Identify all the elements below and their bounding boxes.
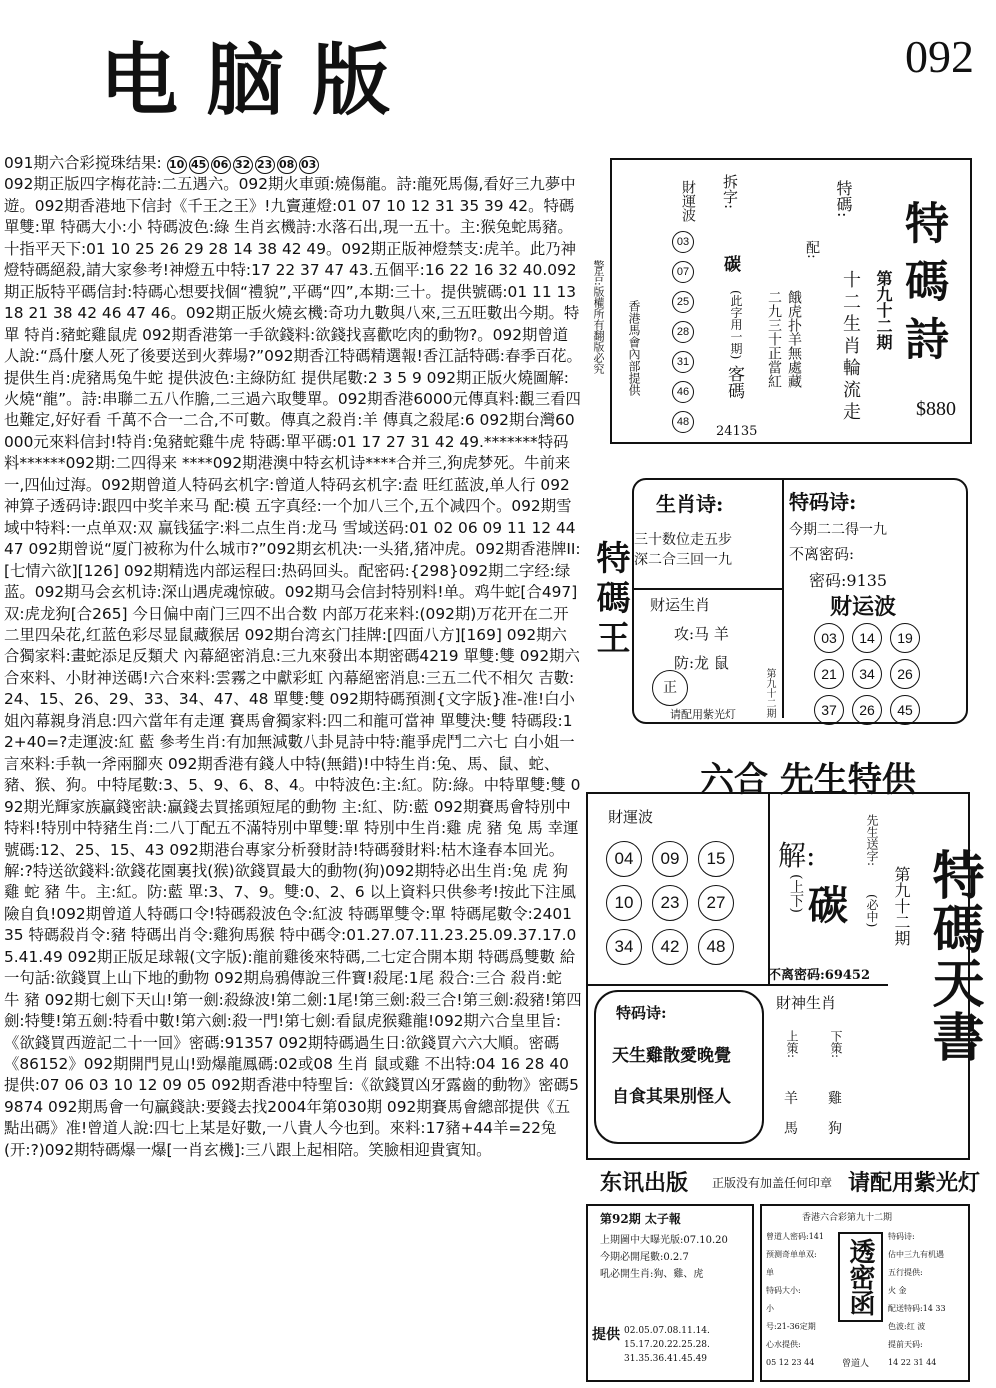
- draw-balls: [167, 154, 321, 172]
- toumi-row: 05 12 23 44: [766, 1358, 815, 1367]
- toumi-row: 佔中三九有机遇: [888, 1250, 944, 1259]
- caiyun-grid: [814, 620, 964, 728]
- toumi-row: 色波:红 波: [888, 1322, 926, 1331]
- toumi-row: 特码大小:: [766, 1286, 801, 1295]
- uv-note-footer: 请配用紫光灯: [848, 1170, 981, 1196]
- toumi-row: 提前天码:: [888, 1340, 923, 1349]
- caiyun-number: 03: [672, 231, 694, 253]
- caiyun-number: 28: [672, 321, 694, 343]
- caiyun-label: 財運波: [680, 180, 696, 222]
- zodiac-line: 十二生肖輪流走: [840, 270, 861, 424]
- caiyun-number: 34: [606, 929, 642, 965]
- pei-line-1: 餓虎扑羊無處藏: [786, 290, 802, 388]
- caiyun-number: 48: [672, 411, 694, 433]
- taizi-box: 第92期 太子報 上期圖中大曝光版:07.10.20 今期必開尾數:0.2.7 吼必開生肖:狗、雞、虎 提供 02.05.07.08.11.14. 15.17.20.22.25.28. 31.35.36.41.45.49: [586, 1204, 754, 1382]
- tema-label: 特碼:: [834, 180, 853, 218]
- caiyun-number: 23: [652, 885, 688, 921]
- chaizi-label: 拆字:: [721, 174, 739, 210]
- price: $880: [916, 398, 956, 420]
- caiyun-number: 45: [890, 695, 920, 725]
- caiyun-number: 04: [606, 841, 642, 877]
- toumi-row: 单: [766, 1268, 774, 1277]
- toumi-row: 配送特码:14 33: [888, 1304, 946, 1313]
- toumi-row: 号:21-36定期: [766, 1322, 816, 1331]
- caiyun-number: 15: [698, 841, 734, 877]
- issue-label-2: 第九十二期: [764, 668, 775, 718]
- draw-ball: 32: [233, 156, 253, 174]
- toumi-left: [766, 1228, 828, 1372]
- chaizi-char: 碳: [724, 255, 741, 275]
- caiyun-number: 34: [852, 659, 882, 689]
- toumi-row: 心水提供:: [766, 1340, 801, 1349]
- toumi-row: 小: [766, 1304, 774, 1313]
- caiyun-number: 10: [606, 885, 642, 921]
- xiansheng-poem: 特码诗: 天生雞散愛晚覺 自食其果別怪人: [594, 990, 764, 1144]
- caiyun-numbers: [672, 230, 702, 440]
- xiansheng-box: [586, 792, 984, 1160]
- caiyun-number: 31: [672, 351, 694, 373]
- article-text: 092期正版四字梅花詩:二五遇六。092期火車頭:燒傷龍。詩:龍死馬傷,看好三九夢中遊。092期香港地下信封《千王之王》!九竇蓮燈:01 07 10 12 31 35 39 42。特碼單雙:單 特碼大小:小 特碼波色:綠 生肖玄機詩:水落石出,現一五十。主:猴兔蛇馬豬。十指平天下:01 10 25 26 29 28 14 38 42 49。092期正版神燈禁支:虎羊。此乃神燈特碼絕殺,請大家參考!神燈五中特:17 22 37 47 43.五個平:16 22 16 32 40.092期正版特平碼信封:特碼心想要找個“禮貌”,平碼“四”,本期:三十。提供號碼:01 11 13 18 21 38 42 46 47 46。092期正版火燒玄機:奇功九數與八來,三五旺數出今期。特單 特肖:豬蛇雞鼠虎 092期香港第一手欲錢料:欲錢找喜歡吃肉的動物?。092期曾道人說:“爲什麼人死了後要送到火葬場?”092期香江特碼精選報!香江話特碼:春季百花。提供生肖:虎豬馬兔牛蛇 提供波色:主綠防紅 提供尾數:2 3 5 9 092期正版火燒圖解:火燒“龍”。詩:串聯二五八作膽,二三過六取雙單。092期香港6000元傳真料:觀三看四也難定,好好看 千萬不合一二合,不可數。傳真之殺肖:羊 傳真之殺尾:6 092期台灣60000元來料信封!特肖:兔豬蛇雞牛虎 特碼:單平碼:01 17 27 31 42 49.*******特码料******092期:二四得来 ****092期港澳中特玄机诗****合并三,狗虎梦死。牛前来一,四仙过海。092期曾道人特码玄机字:曾道人特码玄机字:盍 旺红蓝波,单人行 092神算子透码诗:跟四中奖羊来马 配:模 五字真经:一个加八三个,五个减四个。092期雪域中特料:一点单双:双 赢钱猛字:料二点生肖:龙马 雪域送码:01 02 06 09 11 12 44 47 092期曾说“厦门被称为什么城市?”092期玄机决:一头猪,猪冲虎。092期香港牌II:[七情六欲][126] 092期精选内部运程曰:热码回头。配密码:{298}092期二字经:绿蓝。092期马会玄机诗:深山遇虎魂惊破。092期马会信封特别料!单。鸡牛蛇[合497] 双:虎龙狗[合265] 今日偏中南门三四不出合数 内部万花来料:(092期)万花开在二开二里四朵花,红蓝色彩尽显鼠藏猴居 092期台湾玄门挂牌:[四面八方][169] 092期六合獨家料:畫蛇添足反類犬 內幕絕密消息:三九來發出本期密碼4219 單雙:雙 092期六合來料、小財神送碼!六合來料:雲霧之中獻彩虹 內幕絕密消息:三五二代不相欠 吉數:24、15、26、29、33、34、47、48 單雙:雙 092期特碼預測{文字版}准-准!白小姐內幕親身消息:四六當年有走運 賽馬會獨家料:四二和龍可當神 單雙決:雙 特碼段:12+40=?走運波:紅 藍 參考生肖:有加無減數八卦見詩中特:龍爭虎鬥二六七 白小姐一言來料:手執一斧兩腳夾 092期香港有錢人中特(無錯)!中特生肖:兔、馬、鼠、蛇、豬、猴、狗。中特尾數:3、5、9、6、8、4。中特波色:主:紅。防:綠。中特單雙:雙 092期光輝家族贏錢密訣:贏錢去買搖頭短尾的動物 主:紅、防:藍 092期賽馬會特別中特料!特別中特豬生肖:二八丁配五不滿特別中單雙:單 特別中生肖:雞 虎 豬 兔 馬 幸運號碼:12、25、15、43 092期港台專家分析發財詩!特碼發財料:枯木逢春本回光。解:?特送欲錢料:欲錢花園裏找(猴)欲錢買最大的動物(狗)092期特必出生肖:兔 虎 狗 雞 蛇 豬 牛。主:紅。防:藍 單:3、7、9。雙:0、2、6 以上資料只供參考!按此下注風險自負!092期曾道人特碼口令!特碼殺波色令:紅波 特碼單雙令:單 特碼尾數令:2401 35 特碼殺肖令:豬 特碼出肖令:雞狗馬猴 特中碼令:01.27.07.11.23.25.09.37.17.05.41.49 092期正版足球報(文字版):龍前雞後來特碼,二七定合開本期 特碼爲雙數 給一句話:欲錢買上山下地的動物 092期烏鴉傳說三件寶!殺尾:1尾 殺合:三合 殺肖:蛇 牛 豬 092期七劍下天山!第一劍:殺綠波!第二劍:1尾!第三劍:殺三合!第三劍:殺豬!第四劍:特雙!第五劍:特看中數!第六劍:殺一門!第七劍:看鼠虎猴雞龍!092期六合皇里旨:《欲錢買西遊記二十一回》密碼:91357 092期特碼過生日:欲錢買六六大順。密碼《86152》092期開門見山!勁爆龍鳳碼:02或08 生肖 鼠或雞 不出特:04 16 28 40 提供:07 06 03 10 12 09 05 092期香港中特聖旨:《欲錢買凶牙露齒的動物》密碼59874 092期馬會一句贏錢訣:要錢去找2004年第030期 092期賽馬會總部提供《五點出碼》准!曾道人說:四七上某是好數,一八貴人今也到。來料:17豬+44羊=22兔(开:?)092期特碼爆一爆[一肖玄機]:三八跟上起相陪。笑臉相迎貴賓知。: [4, 175, 583, 1159]
- draw-ball: 10: [167, 156, 187, 174]
- page-title: 电脑版: [100, 35, 419, 126]
- caiyun-number: 25: [672, 291, 694, 313]
- toumi-row: 曾道人密码:141: [766, 1232, 824, 1241]
- caiyun-number: 19: [890, 623, 920, 653]
- toumi-row: 火 金: [888, 1286, 907, 1295]
- article-column: [4, 153, 582, 1161]
- draw-ball: 23: [255, 156, 275, 174]
- caiyun-number: 42: [652, 929, 688, 965]
- toumi-row: 预测奇单单双:: [766, 1250, 817, 1259]
- caiyun-number: 07: [672, 261, 694, 283]
- draw-ball: 45: [189, 156, 209, 174]
- caiyun-number: 21: [814, 659, 844, 689]
- caiyun-number: 46: [672, 381, 694, 403]
- uv-note: 请配用紫光灯: [670, 708, 736, 721]
- shengxiao-poem: 生肖诗: 三十数位走五步 深二合三回一九: [634, 480, 784, 590]
- tema-poem-title: 特碼詩: [897, 200, 948, 374]
- toumi-row: 特码诗:: [888, 1232, 915, 1241]
- xiansheng-title: 六合 先生特供: [700, 760, 916, 800]
- caiyun-shengxiao: 财运生肖 攻:马 羊 防:龙 鼠: [634, 588, 784, 718]
- xiansheng-caiyun: 財運波 04 09 1510 23 2734 42 48: [588, 794, 770, 986]
- toumi-row: 14 22 31 44: [888, 1358, 937, 1367]
- caiyun-title: 财运波: [830, 594, 897, 620]
- caiyun-number: 09: [652, 841, 688, 877]
- toumi-box: 香港六合彩第九十二期 曾道人密码:141 预测奇单单双: 单 特码大小: 小 号:21-36定期 心水提供: 05 12 23 44 透密函 曾道人 特码诗: 佔中三九有机遇 五行提供: 火 金 配送特码:14 33 色波:红 波 提前天码: 14 22 31 44: [760, 1204, 970, 1382]
- stamp: 正: [652, 670, 688, 706]
- jie-box: 解: (上下) 碳 先生送字: (必中) 不离密码:69452: [768, 794, 888, 986]
- draw-result-label: 091期六合彩搅珠结果:: [4, 154, 162, 172]
- xiansheng-numbers: [606, 837, 768, 969]
- caiyun-number: 03: [814, 623, 844, 653]
- caiyun-number: 27: [698, 885, 734, 921]
- tema-poem-box: [592, 158, 972, 444]
- toumi-title: 透密函: [838, 1232, 883, 1322]
- caiyun-number: 14: [852, 623, 882, 653]
- caiyun-number: 26: [890, 659, 920, 689]
- draw-result: [4, 153, 582, 174]
- provider: 香港馬會內部提供: [627, 300, 641, 396]
- toumi-row: 五行提供:: [888, 1268, 923, 1277]
- tianshu-title: 特碼天書: [923, 848, 984, 1064]
- issue-label-3: 第九十二期: [892, 866, 911, 946]
- tema-poem-2: 特码诗: 今期二二得一九 不离密码: 密码:9135: [789, 490, 888, 590]
- publisher: 东讯出版: [600, 1170, 689, 1196]
- tema-wang-side: 特碼王: [590, 540, 630, 660]
- draw-ball: 06: [211, 156, 231, 174]
- pei-label: 配:: [804, 240, 820, 259]
- pei-line-2: 二九三十正當紅: [766, 290, 782, 388]
- draw-ball: 08: [277, 156, 297, 174]
- tema-wang-box: [632, 478, 968, 724]
- chaizi-note: (此字用一期): [729, 290, 743, 360]
- warning: 警告:版權所有翻版必究: [592, 260, 605, 374]
- chaizi-answer: 客碼: [724, 365, 744, 399]
- caishen-box: 財神生肖 上策: 下策: 羊 雞 馬 狗: [776, 994, 843, 1137]
- caiyun-number: 48: [698, 929, 734, 965]
- draw-ball: 03: [299, 156, 319, 174]
- caiyun-number: 37: [814, 695, 844, 725]
- toumi-right: [888, 1228, 970, 1372]
- issue-label: 第九十二期: [874, 270, 893, 350]
- issue-number: 092: [905, 31, 974, 82]
- caiyun-number: 26: [852, 695, 882, 725]
- code: 24135: [716, 424, 758, 439]
- zhengban-note: 正版没有加盖任何印章: [712, 1176, 833, 1190]
